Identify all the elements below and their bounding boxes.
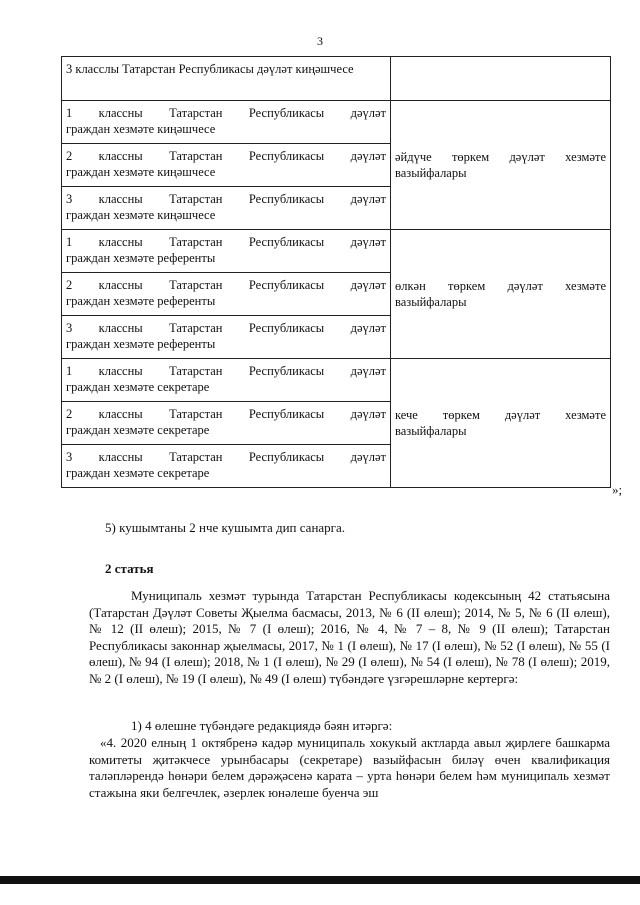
position-word: Татарстан	[169, 278, 223, 292]
table-cell-group	[391, 101, 611, 230]
position-word: Татарстан	[169, 149, 223, 163]
table-cell-position	[62, 230, 391, 273]
group-line-2: вазыйфалары	[395, 424, 467, 438]
position-word: 3 классны	[66, 192, 143, 206]
table-cell-position	[62, 101, 391, 144]
position-word: Республикасы	[248, 278, 325, 292]
position-line-1	[66, 191, 386, 207]
position-line-2: граждан хезмәте референты	[66, 294, 216, 308]
position-line-2: граждан хезмәте секретаре	[66, 423, 210, 437]
table-cell-position	[62, 445, 391, 488]
position-word: Республикасы	[248, 321, 325, 335]
table-cell-position	[62, 402, 391, 445]
position-line-1	[66, 363, 386, 379]
position-word: 3 классны	[66, 450, 143, 464]
table-cell-position	[62, 187, 391, 230]
position-word: дәүләт	[350, 321, 387, 335]
position-word: Татарстан	[169, 106, 223, 120]
position-word: Татарстан	[169, 192, 223, 206]
position-word: Татарстан	[169, 407, 223, 421]
position-word: 1 классны	[66, 106, 143, 120]
position-word: Татарстан	[169, 321, 223, 335]
quote-text: «4. 2020 елның 1 октябренә кадәр муниципаль хокукый актларда авыл җирлеге башкарма комитеты җитәкчесе урынбасары (секретаре) вазыйфасын биләү өчен квалификация таләпләрендә һөнәри белем дәрәҗәсенә карата – урта һөнәри белем һәм муниципаль хезмәт стажына яки белгечлек, әзерлек юнәлеше буенча эш	[89, 735, 610, 800]
item-5-text: 5) кушымтаны 2 нче кушымта дип санарга.	[105, 520, 346, 535]
position-word: 1 классны	[66, 364, 143, 378]
position-word: Татарстан	[169, 450, 223, 464]
position-word: дәүләт	[350, 364, 387, 378]
position-line-1	[66, 406, 386, 422]
position-word: дәүләт	[350, 106, 387, 120]
table-cell-top-right	[391, 57, 611, 101]
position-word: 2 классны	[66, 149, 143, 163]
group-line-2: вазыйфалары	[395, 295, 467, 309]
article-heading: 2 статья	[105, 561, 154, 576]
position-word: дәүләт	[350, 278, 387, 292]
position-word: Республикасы	[248, 192, 325, 206]
group-line-1: әйдүче төркем дәүләт хезмәте	[395, 150, 606, 164]
position-word: дәүләт	[350, 192, 387, 206]
position-line-2: граждан хезмәте референты	[66, 251, 216, 265]
item-1-text: 1) 4 өлешне түбәндәге редакциядә бәян итәргә:	[131, 718, 393, 733]
position-line-2: граждан хезмәте киңәшчесе	[66, 122, 216, 136]
table-cell-group	[391, 230, 611, 359]
position-word: Республикасы	[248, 149, 325, 163]
position-line-2: граждан хезмәте секретаре	[66, 380, 210, 394]
position-line-2: граждан хезмәте киңәшчесе	[66, 165, 216, 179]
position-line-1	[66, 449, 386, 465]
position-word: 3 классны	[66, 321, 143, 335]
table-cell-position	[62, 359, 391, 402]
position-word: Республикасы	[248, 235, 325, 249]
position-word: дәүләт	[350, 450, 387, 464]
position-word: 2 классны	[66, 407, 143, 421]
position-word: Республикасы	[248, 364, 325, 378]
position-word: Татарстан	[169, 235, 223, 249]
position-line-1	[66, 234, 386, 250]
group-line-2: вазыйфалары	[395, 166, 467, 180]
position-line-1	[66, 277, 386, 293]
page-number: 3	[317, 34, 323, 48]
position-line-1	[66, 148, 386, 164]
group-line-1: кече төркем дәүләт хезмәте	[395, 408, 606, 422]
position-line-1	[66, 320, 386, 336]
table-cell-position	[62, 273, 391, 316]
position-word: дәүләт	[350, 407, 387, 421]
table-cell-position	[62, 316, 391, 359]
table-cell-top-left: 3 класслы Татарстан Республикасы дәүләт киңәшчесе	[62, 57, 391, 101]
table-cell-position	[62, 144, 391, 187]
footer-bar	[0, 876, 640, 884]
article-intro: Муниципаль хезмәт турында Татарстан Республикасы кодексының 42 статьясына (Татарстан Дәүләт Советы Җыелма басмасы, 2013, № 6 (II өлеш); 2014, № 5, № 6 (II өлеш), № 12 (II өлеш); 2015, № 7 (I өлеш); 2016, № 4, № 7 – 8, № 9 (II өлеш); Татарстан Республикасы законнар җыелмасы, 2017, № 1 (I өлеш), № 17 (I өлеш), № 52 (I өлеш), № 55 (I өлеш), № 94 (I өлеш); 2018, № 1 (I өлеш), № 29 (I өлеш), № 54 (I өлеш), № 78 (I өлеш); 2019, № 2 (I өлеш), № 19 (I өлеш), № 49 (I өлеш) түбәндәге үзгәрешләрне кертергә:	[89, 588, 610, 686]
position-word: дәүләт	[350, 235, 387, 249]
position-word: Республикасы	[248, 106, 325, 120]
position-word: Республикасы	[248, 407, 325, 421]
position-word: 1 классны	[66, 235, 143, 249]
position-word: 2 классны	[66, 278, 143, 292]
closing-quote: »;	[612, 482, 623, 497]
position-line-2: граждан хезмәте киңәшчесе	[66, 208, 216, 222]
table-cell-group	[391, 359, 611, 488]
position-line-1	[66, 105, 386, 121]
group-line-1: өлкән төркем дәүләт хезмәте	[395, 279, 606, 293]
position-word: дәүләт	[350, 149, 387, 163]
positions-table	[61, 56, 611, 488]
position-line-2: граждан хезмәте референты	[66, 337, 216, 351]
position-word: Республикасы	[248, 450, 325, 464]
position-line-2: граждан хезмәте секретаре	[66, 466, 210, 480]
position-word: Татарстан	[169, 364, 223, 378]
